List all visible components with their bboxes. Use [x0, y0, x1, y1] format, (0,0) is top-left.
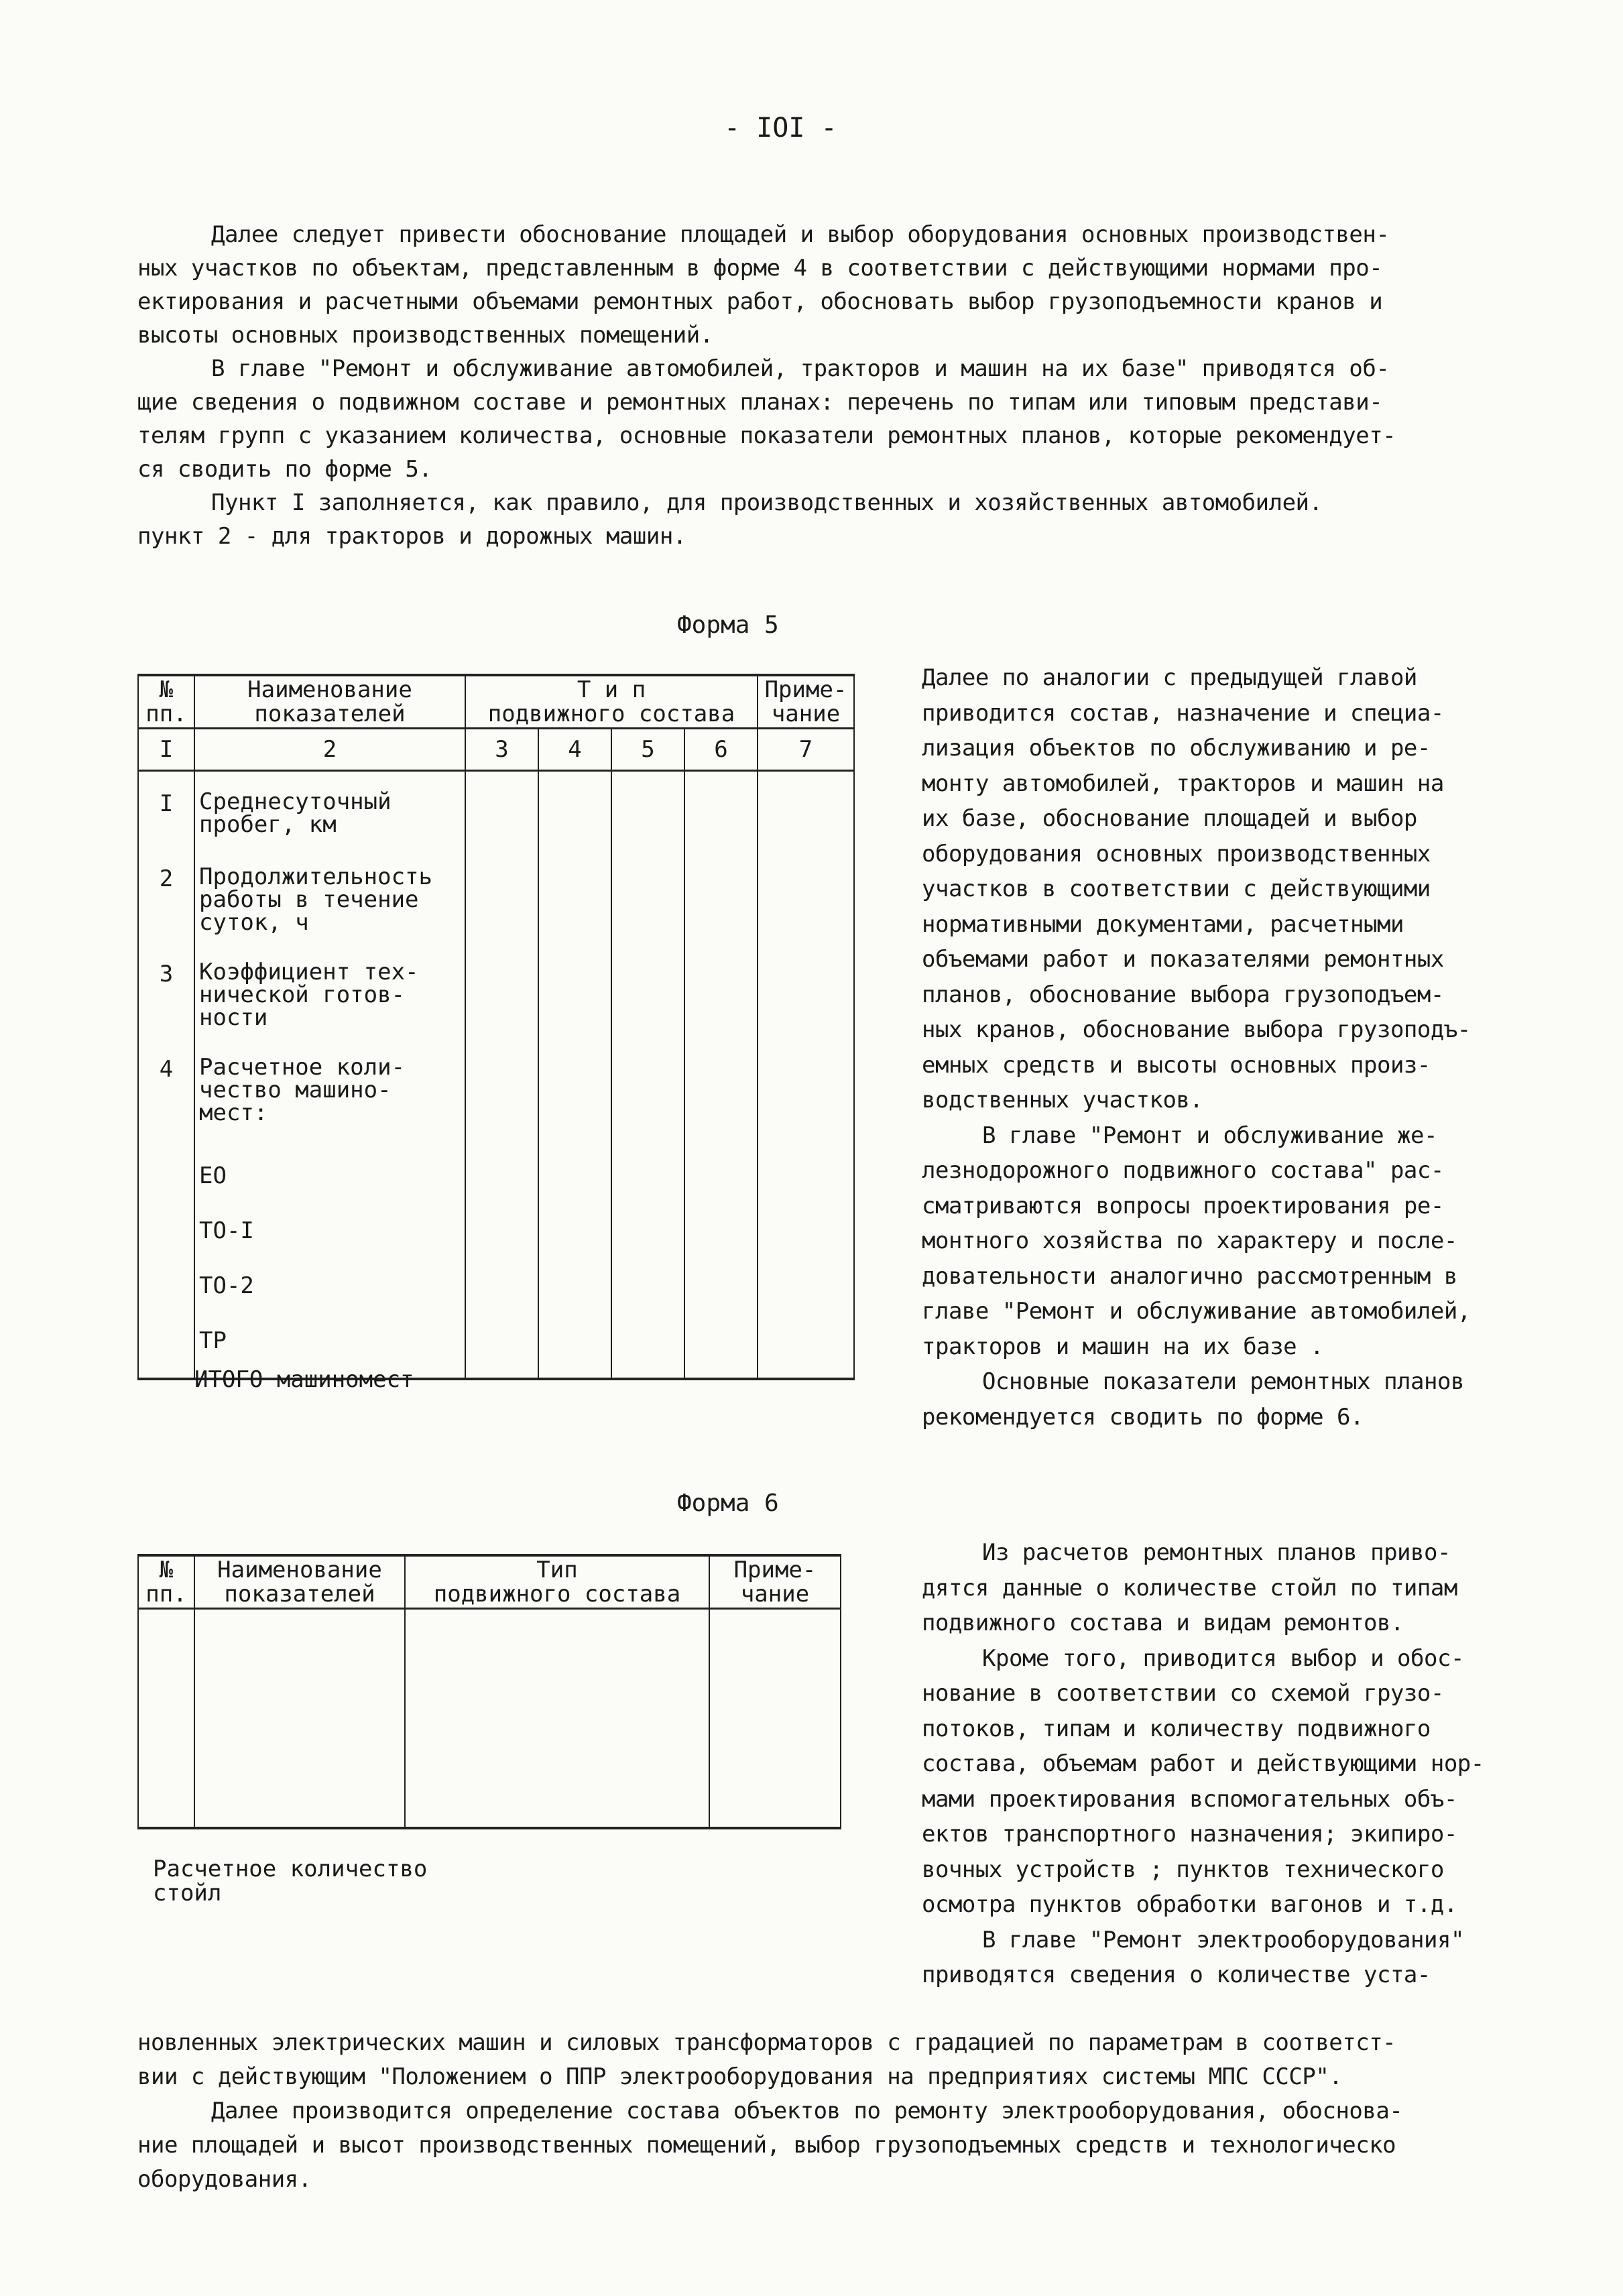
right-text-line: Далее по аналогии с предыдущей главой: [922, 664, 1417, 691]
right-text-line: вочных устройств ; пунктов технического: [922, 1856, 1444, 1883]
form5-row: [138, 1049, 854, 1158]
form5-column-number: 4: [538, 729, 611, 771]
form5-row-number: 4: [138, 1049, 194, 1158]
form5-row: [138, 771, 854, 859]
form6-title: Форма 6: [677, 1490, 779, 1517]
form5-column-number: 6: [684, 729, 758, 771]
form5-column-number: 7: [758, 729, 854, 771]
form5-empty-cell: [538, 1268, 611, 1323]
form5-row-number: [138, 1158, 194, 1213]
right-text-line: приводится состав, назначение и специа-: [922, 699, 1444, 727]
form5-empty-cell: [465, 1213, 538, 1268]
form5-empty-cell: [684, 1268, 758, 1323]
right-text-line: В главе "Ремонт электрооборудования": [982, 1926, 1464, 1953]
closing-line: Далее производится определение состава объектов по ремонту электрооборудования, обоснова-: [211, 2098, 1403, 2124]
right-column-text-1: [922, 660, 1525, 1435]
right-text-line: сматриваются вопросы проектирования ре-: [922, 1192, 1444, 1219]
right-text-line: главе "Ремонт и обслуживание автомобилей,: [922, 1298, 1471, 1325]
right-text-line: емных средств и высоты основных произ-: [922, 1051, 1431, 1079]
form5-column-numbers: [138, 729, 854, 771]
closing-line: новленных электрических машин и силовых трансформаторов с градацией по параметрам в соответст-: [137, 2029, 1396, 2056]
form6-cell-note: [709, 1609, 841, 1829]
form5-row-label: Коэффициент тех- нической готов- ности: [194, 954, 465, 1049]
right-text-line: участков в соответствии с действующими: [922, 875, 1431, 902]
page-number: - IOI -: [724, 113, 837, 143]
intro-line: ектирования и расчетными объемами ремонтных работ, обосновать выбор грузоподъемности кранов и: [137, 288, 1383, 315]
form5-column-number: I: [138, 729, 194, 771]
closing-line: ние площадей и высот производственных помещений, выбор грузоподъемных средств и технологическо: [137, 2132, 1396, 2159]
form5-row-label: ТО-I: [194, 1213, 465, 1268]
right-text-line: лезнодорожного подвижного состава" рас-: [922, 1157, 1444, 1184]
right-text-line: Основные показатели ремонтных планов: [982, 1368, 1464, 1395]
right-text-line: их базе, обоснование площадей и выбор: [922, 805, 1417, 832]
right-text-line: подвижного состава и видам ремонтов.: [922, 1610, 1404, 1636]
right-text-line: дятся данные о количестве стойл по типам: [922, 1574, 1457, 1602]
right-text-line: нормативными документами, расчетными: [922, 910, 1404, 938]
form5-row-number: [138, 1213, 194, 1268]
intro-line: щие сведения о подвижном составе и ремонтных планах: перечень по типам или типовым представи-: [137, 389, 1383, 416]
form5-table: [137, 674, 855, 1380]
form5-empty-cell: [611, 859, 684, 954]
form5-row-number: [138, 1268, 194, 1323]
form5-row-label: Среднесуточный пробег, км: [194, 771, 465, 859]
form5-empty-cell: [684, 771, 758, 859]
form5-header-note: Приме- чание: [758, 675, 854, 729]
form5-row-label: ЕО: [194, 1158, 465, 1213]
form5-empty-cell: [758, 771, 854, 859]
intro-line: Далее следует привести обоснование площадей и выбор оборудования основных производствен-: [211, 221, 1390, 248]
form5-row-number: 3: [138, 954, 194, 1049]
form6-header-type: Тип подвижного состава: [405, 1555, 709, 1609]
form5-empty-cell: [538, 1049, 611, 1158]
right-text-line: объемами работ и показателями ремонтных: [922, 946, 1444, 973]
right-text-line: тракторов и машин на их базе .: [922, 1333, 1324, 1360]
form5-empty-cell: [684, 1323, 758, 1379]
form5-empty-cell: [684, 859, 758, 954]
form5-empty-cell: [538, 954, 611, 1049]
right-text-line: ных кранов, обоснование выбора грузоподъ-: [922, 1016, 1471, 1043]
form5-row-number: I: [138, 771, 194, 859]
form5-empty-cell: [465, 1323, 538, 1379]
right-text-line: монту автомобилей, тракторов и машин на: [922, 770, 1444, 797]
intro-line: высоты основных производственных помещений.: [137, 322, 713, 349]
form5-empty-cell: [465, 1049, 538, 1158]
intro-line: пункт 2 - для тракторов и дорожных машин.: [137, 523, 686, 550]
form5-empty-cell: [611, 1323, 684, 1379]
intro-line: В главе "Ремонт и обслуживание автомобилей, тракторов и машин на их базе" приводятся об-: [211, 355, 1390, 382]
right-text-line: состава, объемам работ и действующими нор-: [922, 1750, 1484, 1777]
right-text-line: мами проектирования вспомогательных объ-: [922, 1785, 1457, 1813]
right-text-line: планов, обоснование выбора грузоподъем-: [922, 981, 1444, 1008]
form5-empty-cell: [538, 771, 611, 859]
form5-row-label: Расчетное коли- чество машино- мест:: [194, 1049, 465, 1158]
form6-header-note: Приме- чание: [709, 1555, 841, 1609]
right-text-line: ектов транспортного назначения; экипиро-: [922, 1821, 1457, 1848]
intro-line: ся сводить по форме 5.: [137, 456, 432, 483]
right-text-line: довательности аналогично рассмотренным в: [922, 1262, 1457, 1290]
closing-line: вии с действующим "Положением о ППР электрооборудования на предприятиях системы МПС СССР".: [137, 2063, 1343, 2090]
form6-table: [137, 1554, 841, 1829]
form5-empty-cell: [611, 1268, 684, 1323]
form5-column-number: 3: [465, 729, 538, 771]
form5-header-name: Наименование показателей: [194, 675, 465, 729]
intro-paragraphs: [137, 218, 1512, 553]
form5-row: [138, 1213, 854, 1268]
form5-empty-cell: [611, 954, 684, 1049]
form5-row-number: 2: [138, 859, 194, 954]
form5-empty-cell: [758, 954, 854, 1049]
right-text-line: рекомендуется сводить по форме 6.: [922, 1403, 1364, 1431]
intro-line: ных участков по объектам, представленным в форме 4 в соответствии с действующими нормами про-: [137, 255, 1383, 282]
form6-header-no: № пп.: [138, 1555, 194, 1609]
form5-empty-cell: [538, 1213, 611, 1268]
form5-row-label: Продолжительность работы в течение суток, ч: [194, 859, 465, 954]
form5-row-label: ТО-2: [194, 1268, 465, 1323]
right-text-line: осмотра пунктов обработки вагонов и т.д.: [922, 1891, 1457, 1918]
form5-row: [138, 1158, 854, 1213]
right-text-line: оборудования основных производственных: [922, 840, 1431, 867]
form5-empty-cell: [684, 1049, 758, 1158]
intro-line: Пункт I заполняется, как правило, для производственных и хозяйственных автомобилей.: [211, 489, 1323, 516]
form5-empty-cell: [684, 1213, 758, 1268]
right-text-line: монтного хозяйства по характеру и после-: [922, 1227, 1457, 1254]
form5-empty-cell: [758, 1323, 854, 1379]
form5-total: ИТОГО машиномест: [194, 1366, 414, 1393]
form5-empty-cell: [684, 954, 758, 1049]
form5-empty-cell: [684, 1158, 758, 1213]
form5-empty-cell: [611, 771, 684, 859]
form5-empty-cell: [611, 1049, 684, 1158]
form5-title: Форма 5: [677, 611, 779, 639]
form5-empty-cell: [465, 1268, 538, 1323]
form5-empty-cell: [465, 771, 538, 859]
form5-empty-cell: [465, 954, 538, 1049]
form6-cell-type: [405, 1609, 709, 1829]
closing-paragraphs: [137, 2026, 1532, 2197]
form5-header-no: № пп.: [138, 675, 194, 729]
right-text-line: Из расчетов ремонтных планов приво-: [982, 1539, 1451, 1566]
closing-line: оборудования.: [137, 2166, 312, 2193]
form5-header-type: Т и п подвижного состава: [465, 675, 758, 729]
form6-header-name: Наименование показателей: [194, 1555, 405, 1609]
form5-empty-cell: [465, 859, 538, 954]
right-text-line: В главе "Ремонт и обслуживание же-: [982, 1122, 1437, 1149]
form5-row: [138, 859, 854, 954]
right-text-line: нование в соответствии со схемой грузо-: [922, 1680, 1444, 1707]
form5-empty-cell: [538, 1323, 611, 1379]
right-text-line: потоков, типам и количеству подвижного: [922, 1715, 1431, 1742]
form5-empty-cell: [538, 859, 611, 954]
right-text-line: Кроме того, приводится выбор и обос-: [982, 1644, 1464, 1672]
right-text-line: водственных участков.: [922, 1087, 1203, 1113]
form5-empty-cell: [758, 1268, 854, 1323]
form5-row: [138, 1268, 854, 1323]
form5-row-label: ТР: [194, 1323, 465, 1379]
form6-cell-no: [138, 1609, 194, 1829]
right-text-line: лизация объектов по обслуживанию и ре-: [922, 735, 1431, 762]
form5-column-number: 2: [194, 729, 465, 771]
form5-empty-cell: [538, 1158, 611, 1213]
form5-row-number: [138, 1323, 194, 1379]
form5-empty-cell: [758, 1049, 854, 1158]
form5-empty-cell: [611, 1158, 684, 1213]
form5-empty-cell: [758, 859, 854, 954]
right-column-text-2: [922, 1535, 1525, 1993]
form5-column-number: 5: [611, 729, 684, 771]
intro-line: телям групп с указанием количества, основные показатели ремонтных планов, которые рекомендует-: [137, 422, 1396, 449]
form5-empty-cell: [465, 1158, 538, 1213]
form6-cell-name: [194, 1609, 405, 1829]
right-text-line: приводятся сведения о количестве уста-: [922, 1961, 1431, 1988]
form5-empty-cell: [758, 1158, 854, 1213]
form5-empty-cell: [758, 1213, 854, 1268]
form6-total: Расчетное количество стойл: [153, 1856, 428, 1907]
form5-row: [138, 954, 854, 1049]
form5-empty-cell: [611, 1213, 684, 1268]
